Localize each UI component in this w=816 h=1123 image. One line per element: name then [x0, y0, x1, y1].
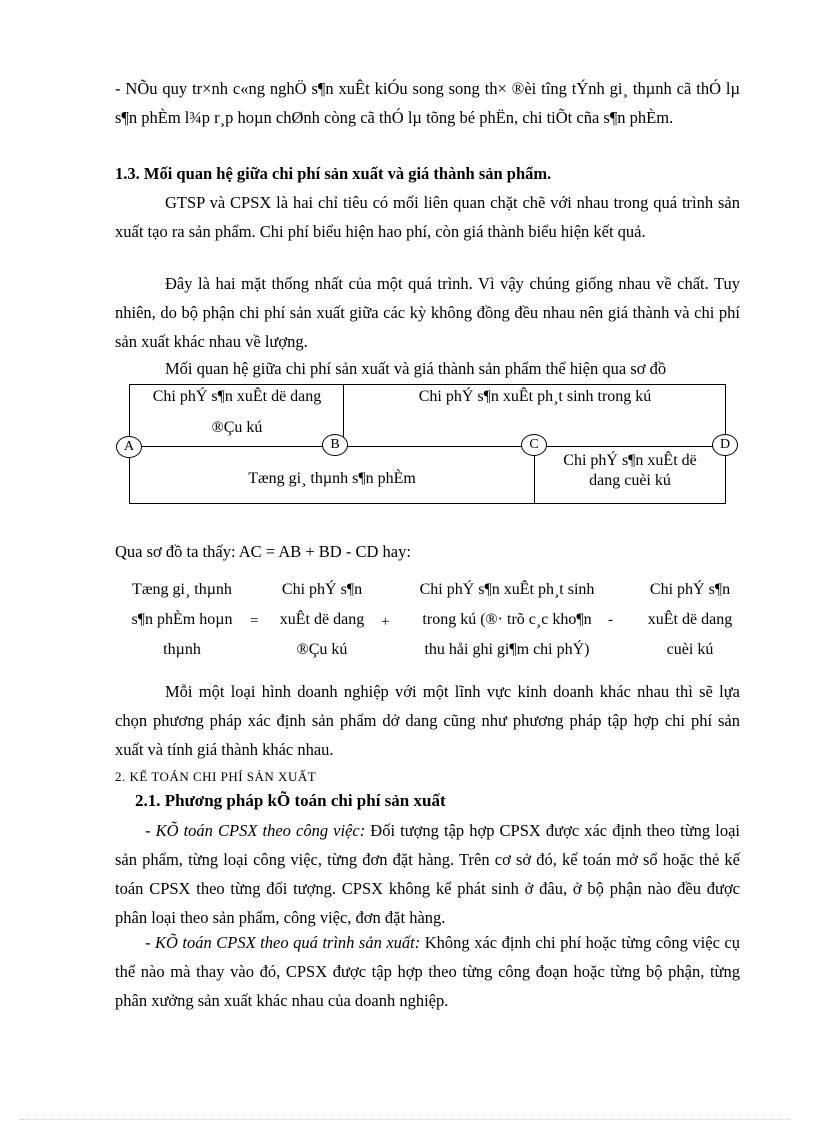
- paragraph-job-costing: [115, 816, 740, 932]
- paragraph-intro: - NÕu quy tr×nh c«ng nghÖ s¶n xuÊt kiÓu song song th× ®èi tîng tÝnh gi¸ thµnh cã thÓ lµ s¶n phÈm l¾p r¸p hoµn chØnh còng cã thÓ lµ tõng bé phËn, chi tiÕt cña s¶n phÈm.: [115, 79, 740, 127]
- box-closing-wip-line1: Chi phÝ s¶n xuÊt dë: [563, 452, 697, 469]
- formula-term-closing-wip: [634, 575, 746, 665]
- diagram-bottom-border: [129, 503, 726, 504]
- box-opening-wip-line2: ®Çu kú: [211, 419, 263, 436]
- formula-term-4-line2: xuÊt dë dang: [647, 611, 733, 628]
- paragraph-1-3-a: GTSP và CPSX là hai chỉ tiêu có mối liên quan chặt chẽ với nhau trong quá trình sản xuất tạo ra sản phẩm. Chi phí biểu hiện hao phí, còn giá thành biểu hiện kết quả.: [115, 193, 740, 241]
- formula-term-1-line2: s¶n phÈm hoµn: [131, 611, 233, 628]
- node-a: A: [116, 436, 142, 458]
- formula-intro: Qua sơ đồ ta thấy: AC = AB + BD - CD hay:: [115, 542, 411, 561]
- formula-term-opening-wip: [262, 575, 382, 665]
- process-costing-label: - KÕ toán CPSX theo quá trình sản xuất:: [145, 933, 421, 952]
- paragraph-1-3-b: Đây là hai mặt thống nhất của một quá trình. Vì vậy chúng giống nhau về chất. Tuy nhiên, do bộ phận chi phí sản xuất giữa các kỳ không đồng đều nhau nên giá thành và chi phí sản xuất khác nhau về lượng.: [115, 274, 740, 351]
- paragraph-process-costing: [115, 928, 740, 1015]
- formula-term-2-line3: ®Çu kú: [296, 641, 348, 658]
- node-c: C: [521, 434, 547, 456]
- formula-term-3-line3: thu håi ghi gi¶m chi phÝ): [424, 641, 590, 658]
- formula-term-2-line2: xuÊt dë dang: [279, 611, 365, 628]
- formula-term-total-cost: [112, 575, 252, 665]
- paragraph-business-types: Mỗi một loại hình doanh nghiệp với một lĩnh vực kinh doanh khác nhau thì sẽ lựa chọn phương pháp xác định sản phẩm dở dang cũng như phương pháp tập hợp chi phí sản xuất và tính giá thành khác nhau.: [115, 682, 740, 759]
- section-heading-2: 2. KẾ TOÁN CHI PHÍ SẢN XUẤT: [115, 769, 317, 784]
- box-total-cost: Tæng gi¸ thµnh s¶n phÈm: [248, 470, 416, 487]
- process-costing-text: Không xác định chi phí hoặc từng công việc cụ thể nào mà thay vào đó, CPSX được tập hợp theo từng công đoạn hoặc từng bộ phận, từng phân xưởng sản xuất khác nhau của doanh nghiệp.: [115, 933, 740, 1010]
- box-period-costs: Chi phÝ s¶n xuÊt ph¸t sinh trong kú: [418, 388, 652, 405]
- formula-term-1-line3: thµnh: [163, 641, 201, 658]
- box-opening-wip-line1: Chi phÝ s¶n xuÊt dë dang: [152, 388, 322, 405]
- section-heading-2-1: 2.1. Phương pháp kÕ toán chi phí sản xuất: [135, 791, 446, 810]
- formula-equals: =: [250, 613, 259, 629]
- box-closing-wip-line2: dang cuèi kú: [589, 472, 671, 489]
- formula-term-3-line1: Chi phÝ s¶n xuÊt ph¸t sinh: [419, 581, 595, 598]
- formula-term-period-costs: [392, 575, 622, 665]
- formula-term-4-line1: Chi phÝ s¶n: [649, 581, 731, 598]
- formula-minus: -: [608, 612, 613, 628]
- formula-term-1-line1: Tæng gi¸ thµnh: [132, 581, 232, 598]
- paragraph-1-3-c: Mối quan hệ giữa chi phí sản xuất và giá thành sản phẩm thể hiện qua sơ đồ: [165, 359, 667, 378]
- job-costing-label: - KÕ toán CPSX theo công việc:: [145, 821, 366, 840]
- formula-term-3-line2: trong kú (®· trõ c¸c kho¶n: [422, 611, 592, 628]
- page-footer-divider: [20, 1119, 790, 1120]
- node-b: B: [322, 434, 348, 456]
- formula-plus: +: [381, 614, 390, 630]
- node-d: D: [712, 434, 738, 456]
- section-heading-1-3: 1.3. Mối quan hệ giữa chi phí sản xuất và giá thành sản phẩm.: [115, 164, 552, 183]
- formula-term-4-line3: cuèi kú: [666, 641, 714, 658]
- job-costing-text: Đối tượng tập hợp CPSX được xác định theo từng loại sản phẩm, từng loại công việc, từng đơn đặt hàng. Trên cơ sở đó, kế toán mở sổ hoặc thẻ kế toán CPSX theo từng đối tượng. CPSX không kể phát sinh ở đâu, ở bộ phận nào đều được phân loại theo sản phẩm, công việc, đơn đặt hàng.: [115, 821, 740, 927]
- formula-term-2-line1: Chi phÝ s¶n: [281, 581, 363, 598]
